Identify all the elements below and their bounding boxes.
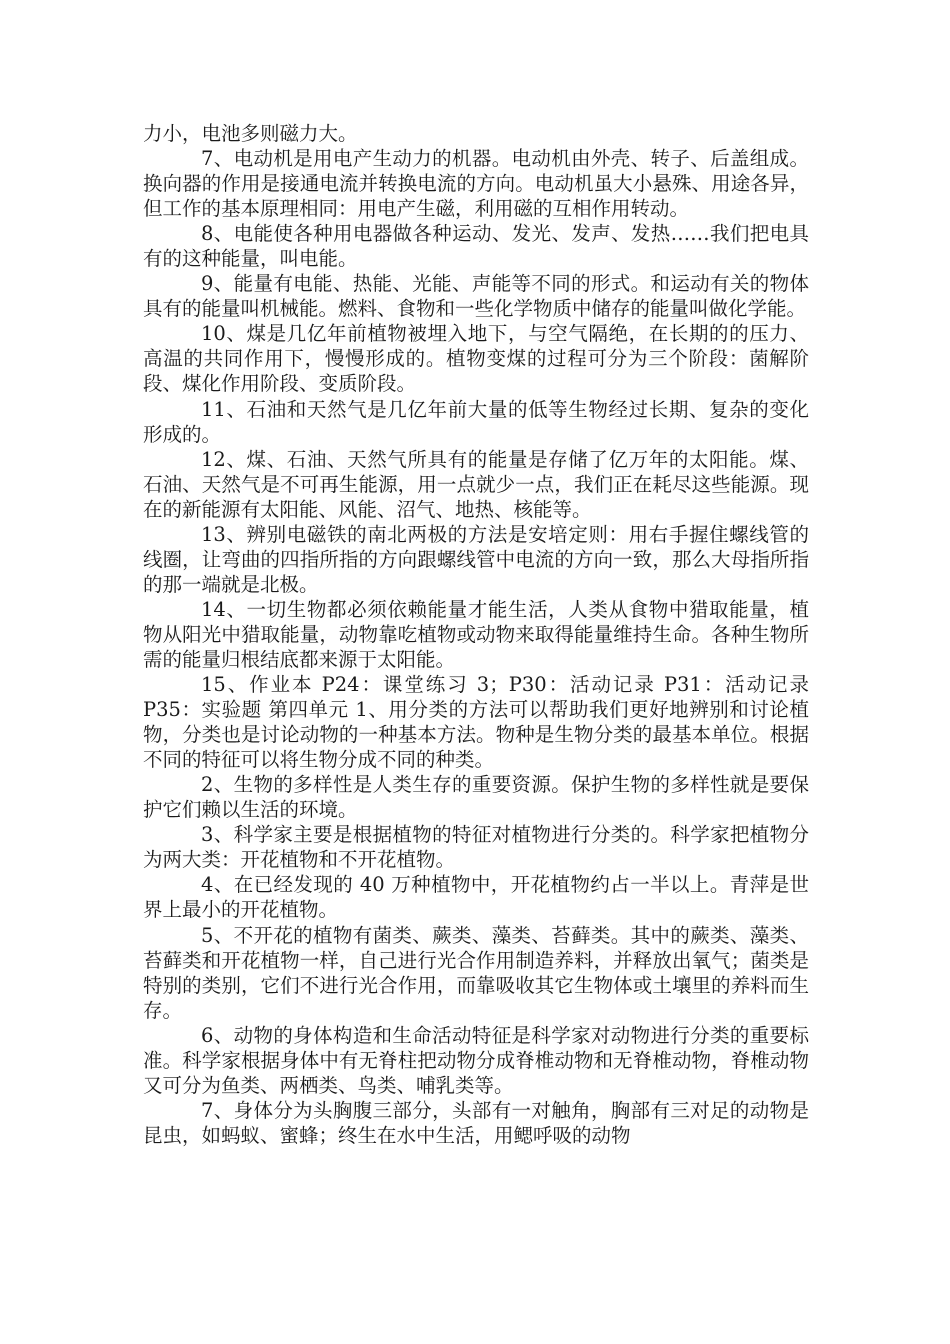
paragraph-item-6-animal-classification: 6、动物的身体构造和生命活动特征是科学家对动物进行分类的重要标准。科学家根据身体中有无脊柱把动物分成脊椎动物和无脊椎动物，脊椎动物又可分为鱼类、两栖类、鸟类、哺乳类等。 xyxy=(143,1023,809,1097)
paragraph-item-8-electric-energy: 8、电能使各种用电器做各种运动、发光、发声、发热……我们把电具有的这种能量，叫电能。 xyxy=(143,222,809,271)
paragraph-item-4-flowering-plants: 4、在已经发现的 40 万种植物中，开花植物约占一半以上。青萍是世界上最小的开花植物。 xyxy=(143,873,809,922)
paragraph-item-12-fossil-energy: 12、煤、石油、天然气所具有的能量是存储了亿万年的太阳能。煤、石油、天然气是不可再生能源，用一点就少一点，我们正在耗尽这些能源。现在的新能源有太阳能、风能、沼气、地热、核能等。 xyxy=(143,447,809,521)
paragraph-item-15-homework-unit4: 15、作业本 P24：课堂练习 3；P30：活动记录 P31：活动记录 P35：实验题 第四单元 1、用分类的方法可以帮助我们更好地辨别和讨论植物，分类也是讨论动物的一种基本方法。物种是生物分类的最基本单位。根据不同的特征可以将生物分成不同的种类。 xyxy=(143,673,809,772)
paragraph-item-9-energy-forms: 9、能量有电能、热能、光能、声能等不同的形式。和运动有关的物体具有的能量叫机械能。燃料、食物和一些化学物质中储存的能量叫做化学能。 xyxy=(143,272,809,321)
paragraph-item-14-life-energy: 14、一切生物都必须依赖能量才能生活，人类从食物中猎取能量，植物从阳光中猎取能量，动物靠吃植物或动物来取得能量维持生命。各种生物所需的能量归根结底都来源于太阳能。 xyxy=(143,597,809,671)
paragraph-item-11-oil-gas: 11、石油和天然气是几亿年前大量的低等生物经过长期、复杂的变化形成的。 xyxy=(143,397,809,446)
paragraph-item-5-non-flowering-plants: 5、不开花的植物有菌类、蕨类、藻类、苔藓类。其中的蕨类、藻类、苔藓类和开花植物一样，自己进行光合作用制造养料，并释放出氧气；菌类是特别的类别，它们不进行光合作用，而靠吸收其它生物体或土壤里的养料而生存。 xyxy=(143,923,809,1022)
paragraph-continuation: 力小，电池多则磁力大。 xyxy=(143,122,358,145)
paragraph-item-3-plant-classification: 3、科学家主要是根据植物的特征对植物进行分类的。科学家把植物分为两大类：开花植物和不开花植物。 xyxy=(143,823,809,872)
document-page xyxy=(143,121,809,1148)
paragraph-item-10-coal: 10、煤是几亿年前植物被埋入地下，与空气隔绝，在长期的的压力、高温的共同作用下，慢慢形成的。植物变煤的过程可分为三个阶段：菌解阶段、煤化作用阶段、变质阶段。 xyxy=(143,322,809,396)
paragraph-item-2-biodiversity: 2、生物的多样性是人类生存的重要资源。保护生物的多样性就是要保护它们赖以生活的环境。 xyxy=(143,773,809,822)
paragraph-item-7-insects: 7、身体分为头胸腹三部分，头部有一对触角，胸部有三对足的动物是昆虫，如蚂蚁、蜜蜂；终生在水中生活，用鳃呼吸的动物 xyxy=(143,1098,809,1147)
paragraph-item-7-motor: 7、电动机是用电产生动力的机器。电动机由外壳、转子、后盖组成。换向器的作用是接通电流并转换电流的方向。电动机虽大小悬殊、用途各异，但工作的基本原理相同：用电产生磁，利用磁的互相作用转动。 xyxy=(143,147,809,221)
paragraph-item-13-ampere-rule: 13、辨别电磁铁的南北两极的方法是安培定则：用右手握住螺线管的线圈，让弯曲的四指所指的方向跟螺线管中电流的方向一致，那么大母指所指的那一端就是北极。 xyxy=(143,522,809,596)
